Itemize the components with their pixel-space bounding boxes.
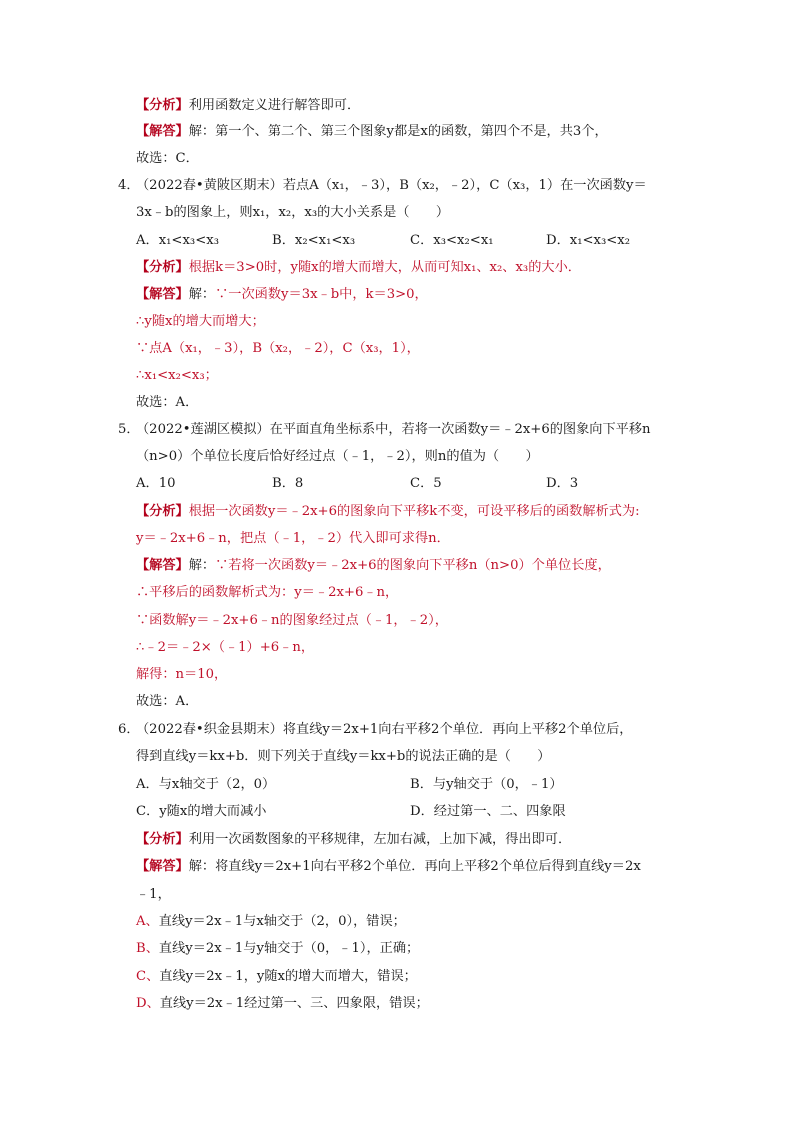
q4-option-d: D．x₁<x₃<x₂ bbox=[546, 233, 631, 248]
statement-a-text: 直线y＝2x﹣1与x轴交于（2，0），错误； bbox=[158, 914, 406, 929]
q3-answer-text: 解：第一个、第二个、第三个图象y都是x的函数，第四个不是，共3个， bbox=[188, 124, 608, 139]
q3-analysis-text: 利用函数定义进行解答即可． bbox=[188, 98, 361, 113]
q5-step3: ∴﹣2＝﹣2×（﹣1）+6﹣n， bbox=[136, 640, 315, 655]
q4-answer-line bbox=[136, 285, 428, 305]
q6-stem-line2: 得到直线y＝kx+b．则下列关于直线y＝kx+b的说法正确的是（ ） bbox=[136, 749, 551, 764]
q5-step4: 解得：n＝10， bbox=[136, 667, 228, 682]
answer-tag: 【解答】 bbox=[136, 124, 189, 139]
q5-option-d: D．3 bbox=[546, 476, 579, 491]
q4-analysis-line bbox=[136, 258, 581, 278]
letter-d: D、 bbox=[136, 996, 160, 1011]
analysis-tag: 【分析】 bbox=[136, 260, 189, 275]
analysis-tag: 【分析】 bbox=[136, 504, 189, 519]
q5-analysis-line bbox=[136, 502, 640, 522]
q4-answer-lead: 解： bbox=[188, 287, 216, 302]
answer-tag: 【解答】 bbox=[136, 558, 189, 573]
q6-option-c: C．y随x的增大而减小 bbox=[136, 804, 267, 819]
statement-d-text: 直线y＝2x﹣1经过第一、三、四象限，错误； bbox=[159, 996, 429, 1011]
q5-answer-lead: 解： bbox=[188, 558, 216, 573]
q5-number: 5． bbox=[118, 422, 140, 437]
q6-answer-line2: ﹣1， bbox=[136, 887, 171, 902]
statement-c-text: 直线y＝2x﹣1，y随x的增大而增大，错误； bbox=[159, 969, 417, 984]
q5-answer-line bbox=[136, 556, 611, 576]
q6-answer-text: 解：将直线y＝2x+1向右平移2个单位．再向上平移2个单位后得到直线y＝2x bbox=[188, 859, 641, 874]
q6-option-b: B．与y轴交于（0，﹣1） bbox=[410, 777, 563, 792]
q4-option-c: C．x₃<x₂<x₁ bbox=[410, 233, 494, 248]
answer-tag: 【解答】 bbox=[136, 287, 189, 302]
q4-option-b: B．x₂<x₁<x₃ bbox=[272, 233, 356, 248]
q5-option-c: C．5 bbox=[410, 476, 442, 491]
analysis-tag: 【分析】 bbox=[136, 98, 189, 113]
q5-analysis-text: 根据一次函数y＝﹣2x+6的图象向下平移k不变，可设平移后的函数解析式为: bbox=[188, 504, 640, 519]
q5-option-b: B．8 bbox=[272, 476, 304, 491]
q6-number: 6． bbox=[118, 722, 140, 737]
q5-stem-line1: （2022•莲湖区模拟）在平面直角坐标系中，若将一次函数y＝﹣2x+6的图象向下平移n bbox=[136, 422, 651, 437]
letter-a: A、 bbox=[136, 914, 159, 929]
q6-answer-line bbox=[136, 857, 641, 877]
q3-choose: 故选：C． bbox=[136, 151, 199, 166]
q6-stem-line1: （2022春•织金县期末）将直线y＝2x+1向右平移2个单位．再向上平移2个单位后， bbox=[136, 722, 633, 737]
q4-step1: ∴y随x的增大而增大； bbox=[136, 314, 265, 329]
q4-stem-line1: （2022春•黄陂区期末）若点A（x₁，﹣3），B（x₂，﹣2），C（x₃，1）在一次函数y＝ bbox=[136, 178, 647, 193]
answer-tag: 【解答】 bbox=[136, 859, 189, 874]
q4-step3: ∴x₁<x₂<x₃； bbox=[136, 368, 218, 383]
q3-answer-line bbox=[136, 122, 608, 142]
q4-number: 4． bbox=[118, 178, 140, 193]
q6-statement-c bbox=[136, 967, 417, 987]
letter-c: C、 bbox=[136, 969, 160, 984]
q4-stem-line2: 3x﹣b的图象上，则x₁，x₂，x₃的大小关系是（ ） bbox=[136, 205, 450, 220]
q6-analysis-line bbox=[136, 830, 571, 850]
q5-step2: ∵函数解y＝﹣2x+6﹣n的图象经过点（﹣1，﹣2）， bbox=[136, 613, 448, 628]
q4-step2: ∵点A（x₁，﹣3），B（x₂，﹣2），C（x₃，1）， bbox=[136, 341, 420, 356]
q5-analysis-line2: y＝﹣2x+6﹣n，把点（﹣1，﹣2）代入即可求得n． bbox=[136, 531, 450, 546]
statement-b-text: 直线y＝2x﹣1与y轴交于（0，﹣1），正确； bbox=[158, 941, 420, 956]
letter-b: B、 bbox=[136, 941, 159, 956]
q5-step1: ∴平移后的函数解析式为：y＝﹣2x+6﹣n， bbox=[136, 585, 399, 600]
q6-option-d: D．经过第一、二、四象限 bbox=[410, 804, 566, 819]
q3-analysis-line bbox=[136, 96, 360, 116]
q4-analysis-text: 根据k＝3>0时，y随x的增大而增大，从而可知x₁、x₂、x₃的大小． bbox=[188, 260, 581, 275]
q4-answer-text: ∵一次函数y＝3x﹣b中，k＝3>0， bbox=[215, 287, 428, 302]
q6-option-a: A．与x轴交于（2，0） bbox=[136, 777, 276, 792]
q6-statement-a bbox=[136, 912, 406, 932]
q6-analysis-text: 利用一次函数图象的平移规律，左加右减，上加下减，得出即可． bbox=[188, 832, 572, 847]
q5-stem-line2: （n>0）个单位长度后恰好经过点（﹣1，﹣2），则n的值为（ ） bbox=[136, 449, 539, 464]
q4-choose: 故选：A． bbox=[136, 395, 199, 410]
analysis-tag: 【分析】 bbox=[136, 832, 189, 847]
q5-choose: 故选：A． bbox=[136, 694, 199, 709]
q5-answer-text: ∵若将一次函数y＝﹣2x+6的图象向下平移n（n>0）个单位长度， bbox=[215, 558, 611, 573]
q5-option-a: A．10 bbox=[136, 476, 176, 491]
q4-option-a: A．x₁<x₃<x₃ bbox=[136, 233, 219, 248]
q6-statement-b bbox=[136, 939, 419, 959]
q6-statement-d bbox=[136, 994, 429, 1014]
